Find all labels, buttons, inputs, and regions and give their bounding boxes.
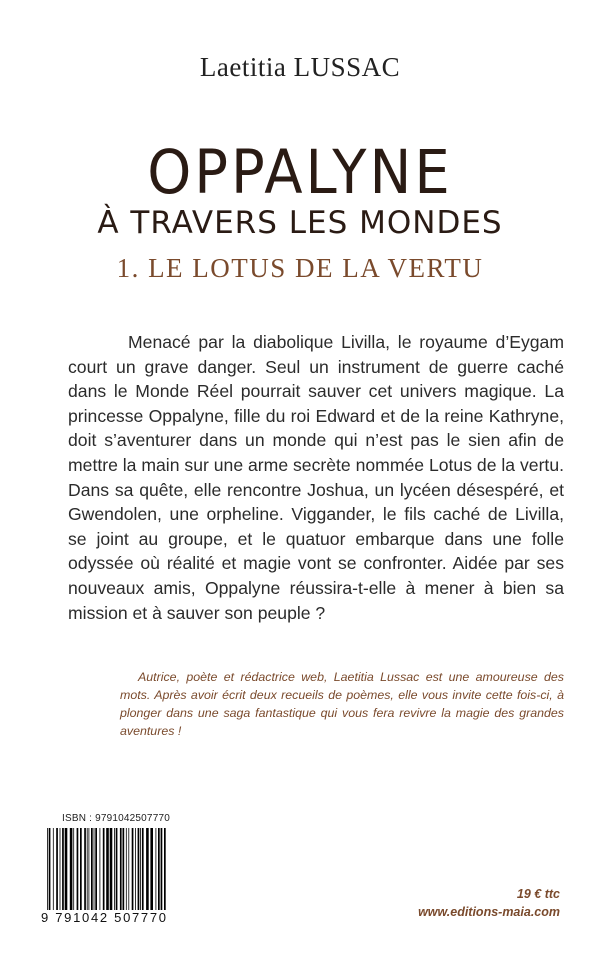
barcode-bar <box>53 828 54 910</box>
barcode-bar <box>158 828 160 910</box>
publisher-website: www.editions-maia.com <box>418 905 560 919</box>
barcode-bar <box>49 828 51 910</box>
barcode-bar <box>73 828 74 910</box>
barcode-bar <box>47 828 48 910</box>
barcode-bar <box>126 828 127 910</box>
barcode-bar <box>116 828 118 910</box>
barcode-bar <box>65 828 68 910</box>
barcode-digits: 9 791042 507770 <box>41 910 168 925</box>
barcode-bar <box>89 828 90 910</box>
barcode-bar <box>161 828 163 910</box>
barcode-bar <box>135 828 136 910</box>
volume-title: 1. LE LOTUS DE LA VERTU <box>116 253 484 283</box>
barcode-bar <box>146 828 149 910</box>
barcode-bar <box>77 828 79 910</box>
barcode-bar <box>80 828 82 910</box>
barcode-bar <box>164 828 166 910</box>
barcode-bar <box>95 828 97 910</box>
barcode-bar <box>56 828 58 910</box>
barcode-bar <box>123 828 125 910</box>
price-label: 19 € ttc <box>516 887 560 901</box>
barcode-bar <box>70 828 73 910</box>
barcode-bar <box>62 828 64 910</box>
book-subtitle: À TRAVERS LES MONDES <box>97 205 503 241</box>
barcode-bar <box>138 828 140 910</box>
barcode-bar <box>110 828 113 910</box>
book-title: OPPALYNE <box>147 138 453 209</box>
barcode-bar <box>114 828 115 910</box>
barcode-bar <box>106 828 109 910</box>
barcode-icon <box>47 828 169 910</box>
book-summary: Menacé par la diabolique Livilla, le royaume d’Eygam court un grave danger. Seul un instrument de guerre caché dans le Monde Réel pourrait sauver cet univers magique. La princesse Oppalyne, fille du roi Edward et de la reine Kathryne, doit s’aventurer dans un monde qui n’est pas le sien afin de mettre la main sur une arme secrète nommée Lotus de la vertu. Dans sa quête, elle rencontre Joshua, un lycéen désespéré, et Gwendolen, une orpheline. Viggander, le fils caché de Livilla, se joint au groupe, et le quatuor embarque dans une folle odyssée où réalité et magie vont se confronter. Aidée par ses nouveaux amis, Oppalyne réussira-t-elle à mener à bien sa mission et à sauver son peuple ? <box>68 332 564 623</box>
barcode-bar <box>103 828 105 910</box>
barcode-bar <box>91 828 93 910</box>
barcode-bar <box>142 828 144 910</box>
barcode-bar <box>132 828 134 910</box>
barcode-bar <box>120 828 122 910</box>
barcode-bar <box>100 828 101 910</box>
barcode-bar <box>128 828 129 910</box>
barcode-bar <box>150 828 153 910</box>
author-name: Laetitia LUSSAC <box>199 52 401 82</box>
barcode-bar <box>94 828 95 910</box>
barcode-bar <box>84 828 86 910</box>
barcode-bar <box>87 828 88 910</box>
author-bio: Autrice, poète et rédactrice web, Laetitia Lussac est une amoureuse des mots. Après avoir écrit deux recueils de poèmes, elle vous invite cette fois-ci, à plonger dans une saga fantastique qui vous fera revivre la magie des grandes aventures ! <box>120 670 564 738</box>
barcode-bar <box>60 828 61 910</box>
barcode-bar <box>156 828 157 910</box>
barcode-bar <box>140 828 141 910</box>
isbn-label: ISBN : 9791042507770 <box>62 813 170 824</box>
